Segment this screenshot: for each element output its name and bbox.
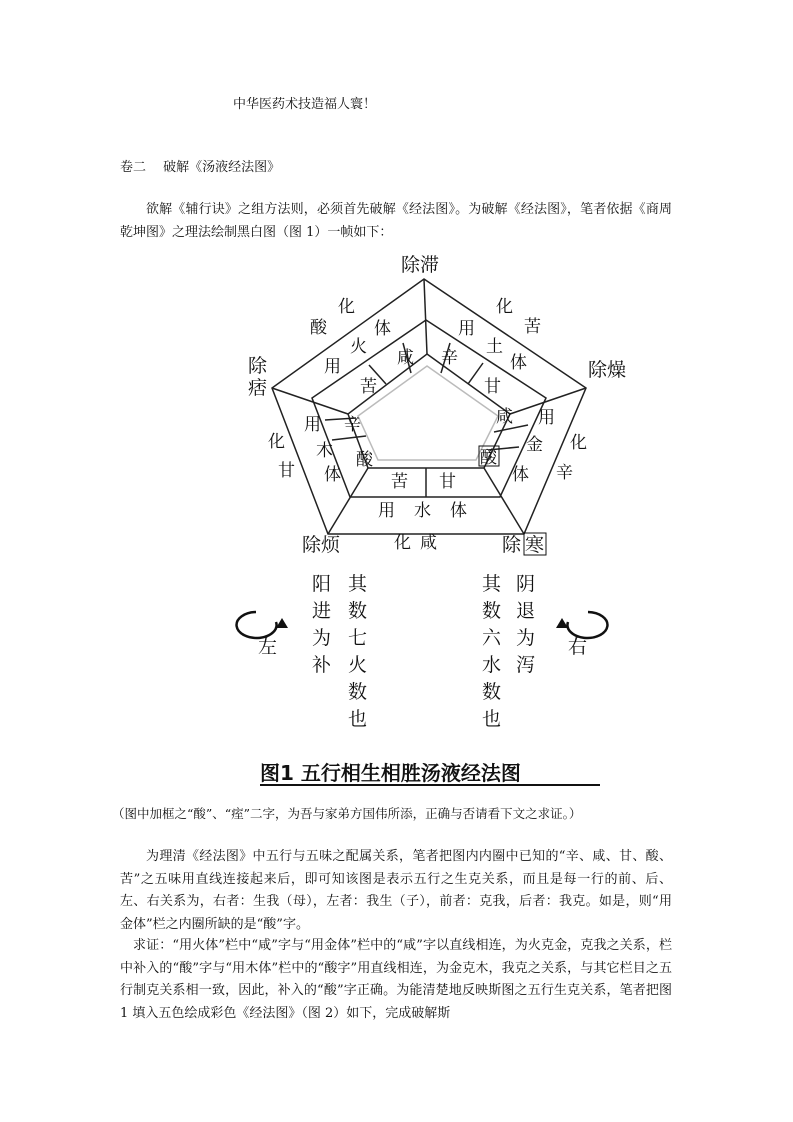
fire-yong: 用 (324, 357, 341, 377)
inner-upper-left: 苦 (360, 377, 377, 397)
figure-caption: 图1 五行相生相胜汤液经法图 (260, 761, 521, 785)
corner-lower-right-2-boxed: 寒 (525, 534, 545, 556)
inner-right-mid: 咸 (496, 407, 513, 427)
inner-left-upper: 辛 (344, 415, 361, 435)
right-col1-4: 数 (482, 681, 502, 703)
corner-left-1: 除 (248, 355, 268, 377)
left-direction: 左 (258, 636, 278, 658)
water-yong: 用 (378, 501, 395, 521)
inner-left-lower: 酸 (356, 450, 373, 470)
left-col1-1: 进 (312, 600, 332, 622)
paragraph-1: 为理清《经法图》中五行与五味之配属关系，笔者把图内内圈中已知的“辛、咸、甘、酸、苦”之五味用直线连接起来后，即可知该图是表示五行之生克关系，而且是每一行的前、后、左、右关系为，右者：生我（母），左者：我生（子），前者：克我，后者：我克。如是，则“用金体”栏之内圈所缺的是“酸”字。 (120, 849, 672, 932)
right-col1-3: 水 (482, 654, 502, 676)
left-col2-0: 其 (348, 573, 368, 595)
header-slogan: 中华医药术技造福人寰！ (233, 97, 377, 112)
left-block (237, 573, 368, 730)
left-col2-2: 七 (348, 627, 368, 649)
right-col2-0: 阴 (516, 573, 536, 595)
left-col1-0: 阳 (312, 573, 332, 595)
outer-xian-bottom: 咸 (420, 533, 437, 553)
outer-hua-topleft: 化 (338, 297, 355, 317)
outer-xin-right: 辛 (556, 463, 573, 483)
outer-suan-topleft: 酸 (310, 318, 327, 338)
corner-top: 除滞 (401, 254, 440, 276)
fire-ti: 体 (374, 319, 391, 339)
paragraph-2: 求证：“用火体”栏中“咸”字与“用金体”栏中的“咸”字以直线相连，为火克金，克我之关系，栏中补入的“酸”字与“用木体”栏中的“酸字”用直线相连，为金克木，我克之关系，与其它栏目之五行制克关系相一致，因此，补入的“酸”字正确。为能清楚地反映斯图之五行生克关系，笔者把图 1 填入五色绘成彩色《经法图》（图 2）如下，完成破解斯 (120, 938, 672, 1021)
wood-mu: 木 (316, 441, 333, 461)
right-col1-5: 也 (482, 708, 502, 730)
right-col2-2: 为 (516, 627, 536, 649)
left-col2-5: 也 (348, 708, 368, 730)
right-col1-2: 六 (482, 627, 502, 649)
inner-bottom-right: 甘 (439, 472, 456, 492)
metal-jin: 金 (526, 435, 543, 455)
left-col2-4: 数 (348, 681, 368, 703)
left-col2-1: 数 (348, 600, 368, 622)
wuxing-diagram (228, 250, 628, 790)
earth-yong: 用 (458, 319, 475, 339)
corner-lower-left: 除烦 (302, 534, 341, 556)
intro-paragraph: 欲解《辅行诀》之组方法则，必须首先破解《经法图》。为破解《经法图》，笔者依据《商周乾坤图》之理法绘制黑白图（图 1）一帧如下： (120, 202, 672, 240)
wood-ti: 体 (324, 465, 341, 485)
left-col2-3: 火 (348, 654, 368, 676)
outer-ku-topright: 苦 (524, 317, 541, 337)
outer-gan-left: 甘 (278, 461, 295, 481)
inner-bottom-left: 苦 (391, 472, 408, 492)
right-direction: 右 (568, 636, 588, 658)
figure-note: （图中加框之“酸”、“痓”二字，为吾与家弟方国伟所添，正确与否请看下文之求证。） (112, 806, 582, 821)
corner-lower-right-1: 除 (502, 534, 522, 556)
right-block (482, 573, 607, 730)
earth-tu: 土 (486, 337, 503, 357)
right-col1-1: 数 (482, 600, 502, 622)
right-col2-3: 泻 (516, 654, 536, 676)
water-shui: 水 (414, 501, 431, 521)
metal-yong: 用 (538, 408, 555, 428)
wood-yong: 用 (304, 415, 321, 435)
outer-hua-bottom: 化 (394, 533, 411, 553)
left-col1-2: 为 (312, 627, 332, 649)
outer-hua-left: 化 (268, 432, 285, 452)
corner-right: 除燥 (588, 359, 627, 381)
outer-hua-topright: 化 (496, 297, 513, 317)
corner-left-2: 痞 (248, 377, 268, 399)
left-col1-3: 补 (312, 654, 332, 676)
inner-right-upper: 甘 (484, 377, 501, 397)
right-col1-0: 其 (482, 573, 502, 595)
fire-huo: 火 (350, 337, 367, 357)
water-ti: 体 (450, 501, 467, 521)
inner-top-left: 咸 (397, 348, 414, 368)
right-col2-1: 退 (516, 600, 536, 622)
earth-ti: 体 (510, 353, 527, 373)
inner-right-boxed: 酸 (480, 448, 497, 468)
metal-ti: 体 (512, 465, 529, 485)
outer-hua-right: 化 (570, 433, 587, 453)
left-rotation-arrow-icon (237, 612, 277, 638)
right-rotation-arrow-icon (567, 612, 607, 638)
inner-top-right: 辛 (441, 348, 458, 368)
section-title: 卷二 破解《汤液经法图》 (120, 160, 281, 175)
